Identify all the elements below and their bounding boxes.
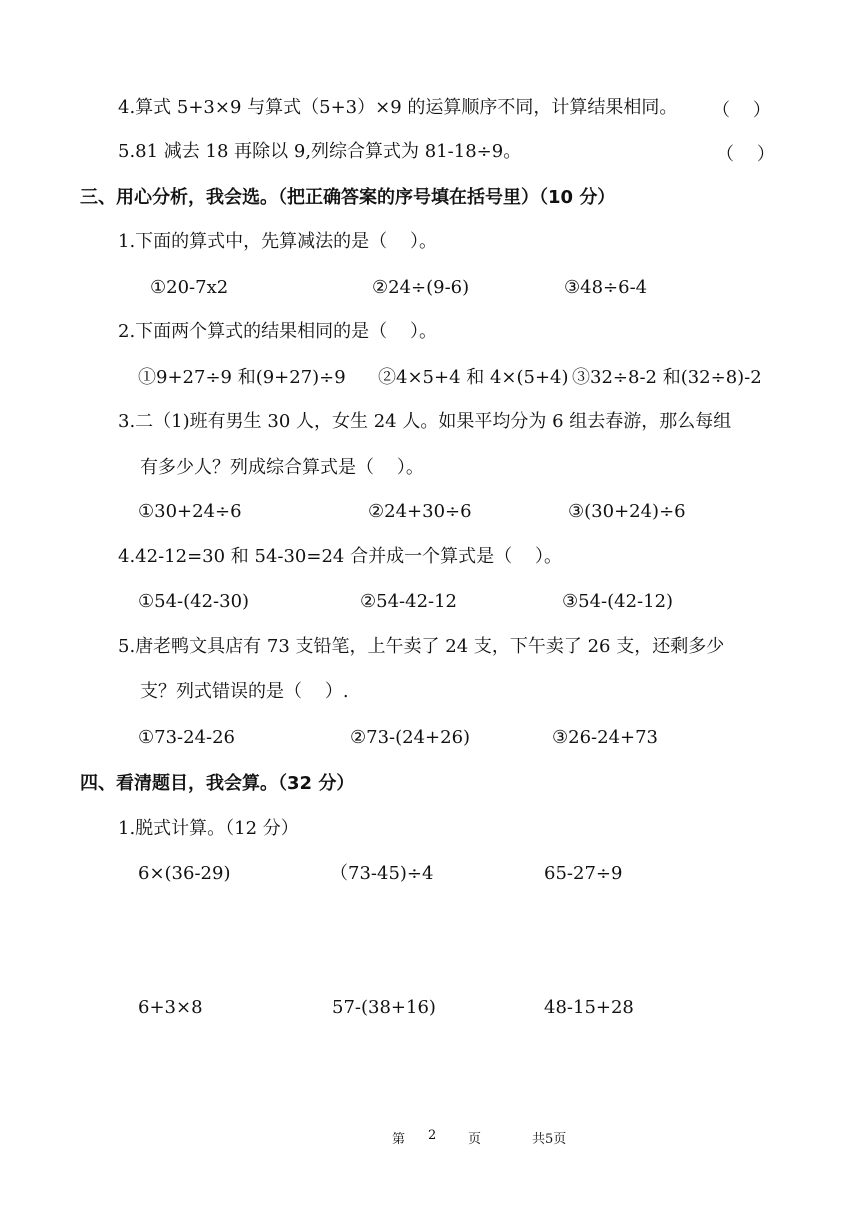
judge-question-4-text: 4.算式 5+3×9 与算式（5+3）×9 的运算顺序不同，计算结果相同。 bbox=[118, 97, 678, 118]
choice-question-2: 2.下面两个算式的结果相同的是（ ）。 bbox=[118, 321, 438, 342]
calc-expression: 6×(36-29) bbox=[138, 863, 231, 884]
q3-option-2[interactable]: ②24+30÷6 bbox=[368, 501, 472, 522]
q5-option-2[interactable]: ②73-(24+26) bbox=[350, 727, 471, 748]
footer-page-unit: 页 bbox=[468, 1132, 482, 1147]
calc-expression: （73-45)÷4 bbox=[330, 863, 434, 884]
section-4-title: 四、看清题目，我会算。（32 分） bbox=[80, 773, 355, 794]
calc-expression: 57-(38+16) bbox=[332, 997, 436, 1018]
choice-question-5-line-1: 5.唐老鸭文具店有 73 支铅笔，上午卖了 24 支，下午卖了 26 支，还剩多少 bbox=[118, 636, 725, 657]
section-3-title: 三、用心分析，我会选。（把正确答案的序号填在括号里）（10 分） bbox=[80, 187, 616, 208]
judge-question-4-answer-paren[interactable]: （ ） bbox=[712, 100, 771, 121]
choice-question-3-line-1: 3.二（1)班有男生 30 人，女生 24 人。如果平均分为 6 组去春游，那么每组 bbox=[118, 411, 732, 432]
q5-option-1[interactable]: ①73-24-26 bbox=[138, 727, 236, 748]
q1-option-1[interactable]: ①20-7x2 bbox=[150, 277, 229, 298]
choice-question-3-line-2: 有多少人？列成综合算式是（ ）。 bbox=[140, 457, 424, 478]
choice-question-5-line-2: 支？列式错误的是（ ）. bbox=[140, 681, 349, 702]
judge-question-5-text: 5.81 减去 18 再除以 9,列综合算式为 81-18÷9。 bbox=[118, 141, 522, 162]
q1-option-3[interactable]: ③48÷6-4 bbox=[564, 277, 648, 298]
q2-option-2[interactable]: ②4×5+4 和 4×(5+4) bbox=[378, 367, 569, 388]
q5-option-3[interactable]: ③26-24+73 bbox=[552, 727, 659, 748]
q4-option-1[interactable]: ①54-(42-30) bbox=[138, 591, 250, 612]
q2-option-1[interactable]: ①9+27÷9 和(9+27)÷9 bbox=[138, 367, 346, 388]
judge-question-5-answer-paren[interactable]: （ ） bbox=[716, 144, 775, 165]
q3-option-1[interactable]: ①30+24÷6 bbox=[138, 501, 242, 522]
calc-expression: 65-27÷9 bbox=[544, 863, 623, 884]
calc-question-1: 1.脱式计算。（12 分） bbox=[118, 818, 299, 839]
q2-option-3[interactable]: ③32÷8-2 和(32÷8)-2 bbox=[572, 367, 762, 388]
q4-option-3[interactable]: ③54-(42-12) bbox=[562, 591, 674, 612]
footer-page-number: 2 bbox=[428, 1128, 437, 1143]
choice-question-4: 4.42-12=30 和 54-30=24 合并成一个算式是（ ）。 bbox=[118, 546, 562, 567]
footer-page-label: 第 bbox=[392, 1132, 406, 1147]
judge-question-5 bbox=[118, 140, 521, 164]
q4-option-2[interactable]: ②54-42-12 bbox=[360, 591, 458, 612]
calc-expression: 6+3×8 bbox=[138, 997, 203, 1018]
q3-option-3[interactable]: ③(30+24)÷6 bbox=[568, 501, 686, 522]
choice-question-1: 1.下面的算式中，先算减法的是（ ）。 bbox=[118, 231, 438, 252]
calc-expression: 48-15+28 bbox=[544, 997, 634, 1018]
judge-question-4 bbox=[118, 96, 677, 120]
q1-option-2[interactable]: ②24÷(9-6) bbox=[372, 277, 470, 298]
footer-total-pages: 共5页 bbox=[532, 1132, 567, 1147]
